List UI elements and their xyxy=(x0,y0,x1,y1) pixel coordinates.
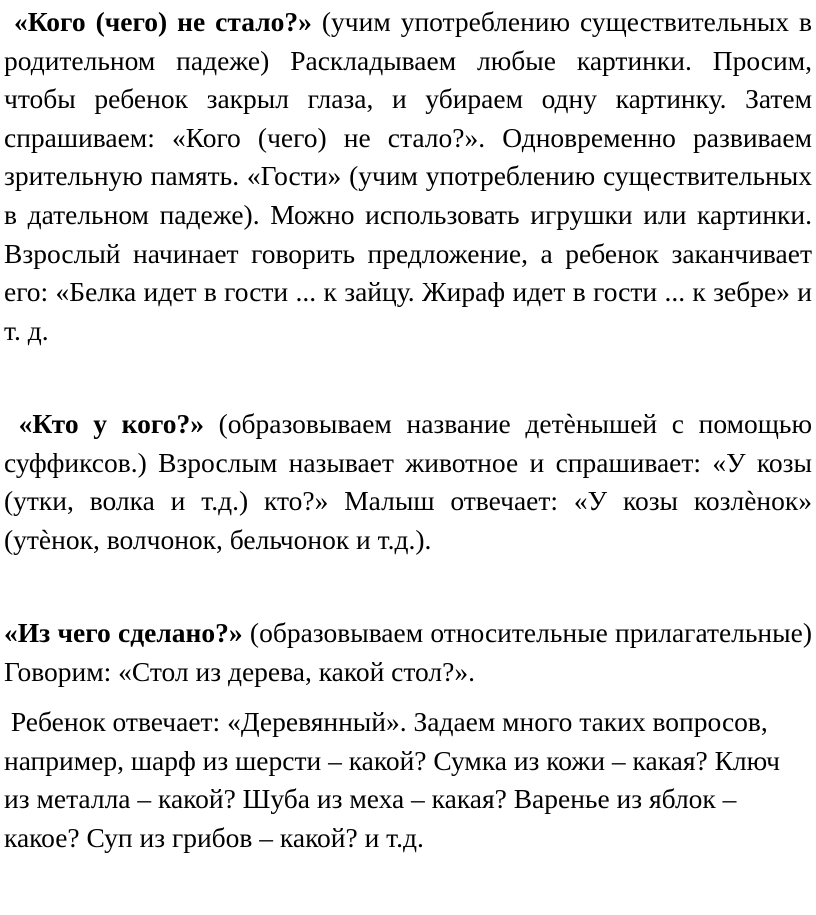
paragraph-text: (учим употреблению существительных в родительном падеже) Раскладываем любые картинки. Просим, чтобы ребенок закрыл глаза, и убираем одну картинку. Затем спрашиваем: «Кого (чего) не стало?». Одновременно развиваем зрительную память. «Гости» (учим употреблению существительных в дательном падеже). Можно использовать игрушки или картинки. Взрослый начинает говорить предложение, а ребенок заканчивает его: «Белка идет в гости ... к зайцу. Жираф идет в гости ... к зебре» и т. д. xyxy=(4,6,813,346)
paragraph-text: (образовываем название детѐнышей с помощью суффиксов.) Взрослым называет животное и спрашивает: «У козы (утки, волка и т.д.) кто?» Малыш отвечает: «У козы козлѐнок» (утѐнок, волчонок, бельчонок и т.д.). xyxy=(4,408,813,555)
paragraph-title: «Кого (чего) не стало?» xyxy=(13,6,312,37)
paragraph-iz-chego-sdelano xyxy=(4,614,812,691)
paragraph-kogo-ne-stalo xyxy=(4,3,812,350)
paragraph-rebenok-otvechaet xyxy=(4,703,794,857)
paragraph-title: «Из чего сделано?» xyxy=(4,617,243,648)
paragraph-kto-u-kogo xyxy=(4,405,812,559)
paragraph-text: Ребенок отвечает: «Деревянный». Задаем много таких вопросов, например, шарф из шерсти – какой? Сумка из кожи – какая? Ключ из металла – какой? Шуба из меха – какая? Варенье из яблок – какое? Суп из грибов – какой? и т.д. xyxy=(4,706,780,853)
paragraph-text: (образовываем относительные прилагательные) Говорим: «Стол из дерева, какой стол?». xyxy=(4,617,812,687)
paragraph-title: «Кто у кого?» xyxy=(18,408,204,439)
